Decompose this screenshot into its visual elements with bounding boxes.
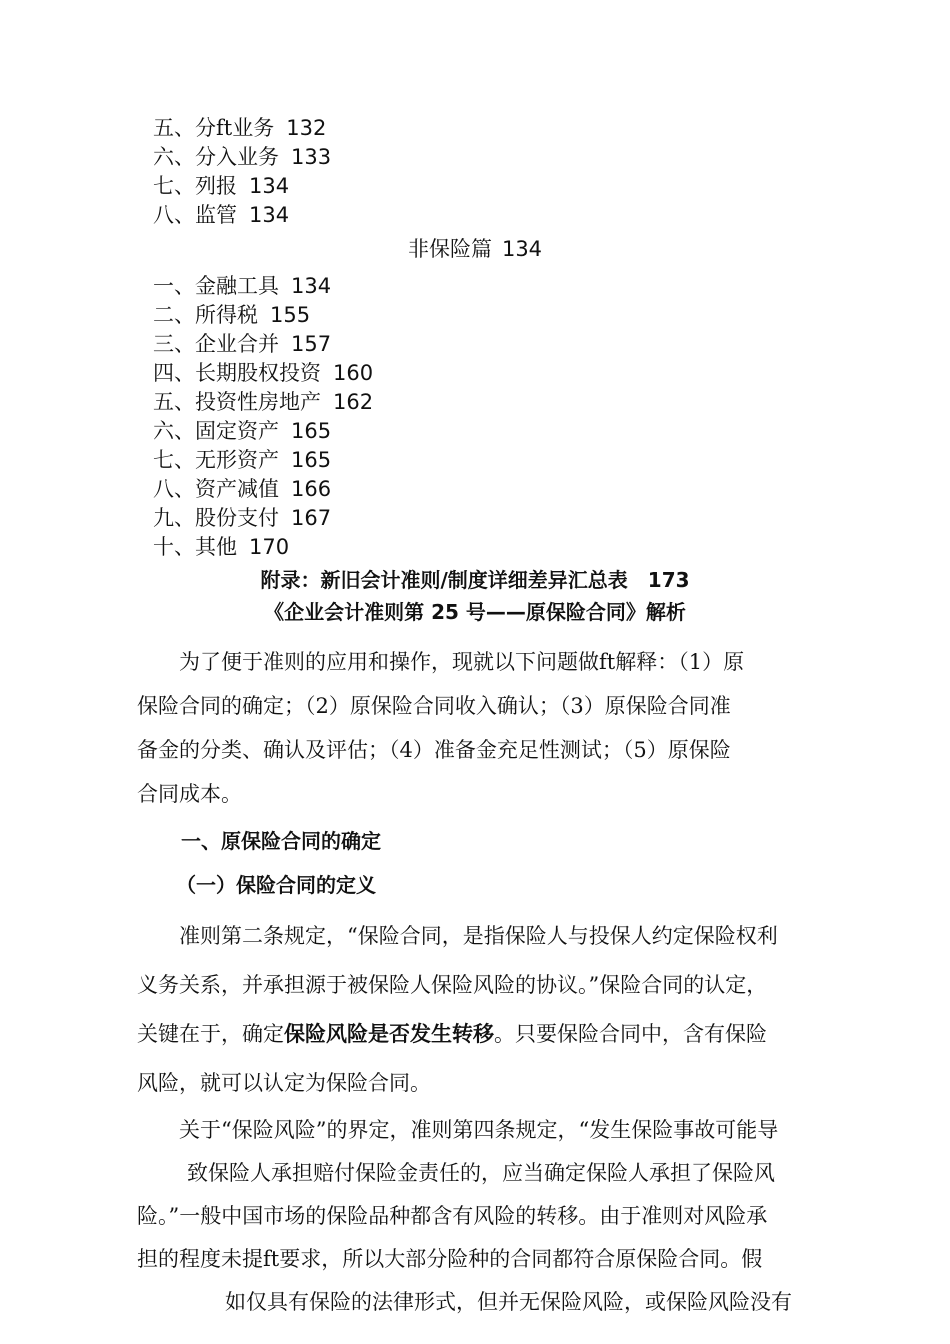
- paragraph-line: 险。”一般中国市场的保险品种都含有风险的转移。由于准则对风险承: [137, 1204, 768, 1228]
- section-title-label: 非保险篇: [407, 237, 492, 261]
- paragraph-line: 合同成本。: [137, 782, 242, 806]
- toc-item-page: 165: [291, 448, 332, 472]
- toc-item-page: 160: [333, 361, 374, 385]
- appendix-entry: 附录：新旧会计准则/制度详细差异汇总表 173: [260, 568, 690, 592]
- toc-item-label: 八、监管: [153, 203, 237, 227]
- toc-item-page: 155: [270, 303, 311, 327]
- paragraph-line: 担的程度未提ft要求，所以大部分险种的合同都符合原保险合同。假: [137, 1247, 763, 1271]
- toc-item-label: 七、无形资产: [153, 448, 279, 472]
- toc-item-page: 134: [291, 274, 332, 298]
- toc-item-label: 二、所得税: [153, 303, 258, 327]
- section-title-page: 134: [501, 237, 543, 261]
- toc-item: [153, 272, 331, 301]
- toc-item: [153, 172, 289, 201]
- toc-item-page: 134: [249, 174, 290, 198]
- paragraph-line: 义务关系，并承担源于被保险人保险风险的协议。”保险合同的认定，: [137, 973, 768, 997]
- paragraph-line: 为了便于准则的应用和操作，现就以下问题做ft解释：（1）原: [137, 650, 745, 674]
- paragraph-line: 准则第二条规定，“保险合同，是指保险人与投保人约定保险权利: [137, 924, 778, 948]
- toc-item: [153, 330, 331, 359]
- toc-item: [153, 417, 331, 446]
- heading-level-2: （一）保险合同的定义: [176, 873, 376, 897]
- toc-item-label: 七、列报: [153, 174, 237, 198]
- toc-item-page: 134: [249, 203, 290, 227]
- toc-item-label: 九、股份支付: [153, 506, 279, 530]
- toc-item: [153, 359, 373, 388]
- toc-item: [153, 201, 289, 230]
- toc-item: [153, 446, 331, 475]
- paragraph-line: [137, 1012, 767, 1056]
- paragraph-line: 关于“保险风险”的界定，准则第四条规定，“发生保险事故可能导: [137, 1118, 779, 1142]
- toc-item-label: 十、其他: [153, 535, 237, 559]
- toc-item-label: 五、投资性房地产: [153, 390, 321, 414]
- toc-item-label: 三、企业合并: [153, 332, 279, 356]
- toc-item-label: 五、分ft业务: [153, 116, 275, 140]
- toc-item-label: 一、金融工具: [153, 274, 279, 298]
- toc-item-page: 132: [286, 116, 327, 140]
- section-title: [0, 234, 950, 264]
- toc-item: [153, 504, 331, 533]
- toc-item-label: 六、分入业务: [153, 145, 279, 169]
- text-run: 。只要保险合同中，含有保险: [494, 1022, 767, 1046]
- toc-item-page: 166: [291, 477, 332, 501]
- toc-item: [153, 143, 331, 172]
- toc-item-page: 157: [291, 332, 332, 356]
- paragraph-line: 风险，就可以认定为保险合同。: [137, 1071, 431, 1095]
- emphasis-text: 保险风险是否发生转移: [284, 1022, 494, 1046]
- article-title: 《企业会计准则第 25 号——原保险合同》解析: [264, 600, 686, 624]
- paragraph-line: 致保险人承担赔付保险金责任的，应当确定保险人承担了保险风: [166, 1161, 775, 1185]
- toc-item-page: 167: [291, 506, 332, 530]
- paragraph-line: 保险合同的确定；（2）原保险合同收入确认；（3）原保险合同准: [137, 694, 731, 718]
- text-run: 关键在于，确定: [137, 1022, 284, 1046]
- toc-item: [153, 533, 289, 562]
- heading-level-1: 一、原保险合同的确定: [181, 829, 381, 853]
- toc-item: [153, 114, 326, 143]
- paragraph-line: 如仅具有保险的法律形式，但并无保险风险，或保险风险没有: [204, 1290, 792, 1314]
- toc-item-label: 八、资产减值: [153, 477, 279, 501]
- toc-item-label: 六、固定资产: [153, 419, 279, 443]
- toc-item-page: 162: [333, 390, 374, 414]
- toc-item-page: 133: [291, 145, 332, 169]
- toc-item-page: 165: [291, 419, 332, 443]
- toc-item-label: 四、长期股权投资: [153, 361, 321, 385]
- toc-item: [153, 301, 310, 330]
- paragraph-line: 备金的分类、确认及评估；（4）准备金充足性测试；（5）原保险: [137, 738, 731, 762]
- toc-item: [153, 388, 373, 417]
- toc-item-page: 170: [249, 535, 290, 559]
- toc-item: [153, 475, 331, 504]
